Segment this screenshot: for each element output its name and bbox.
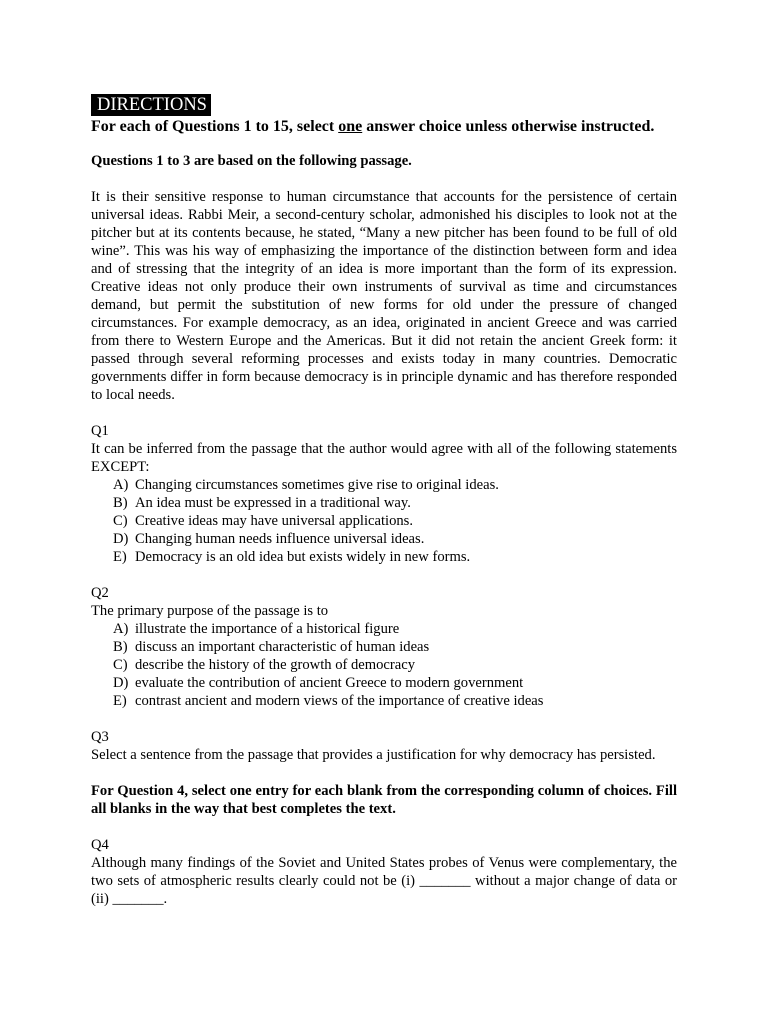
choice-text: discuss an important characteristic of human ideas [135, 639, 430, 655]
choice-text: Changing human needs influence universal ideas. [135, 531, 425, 547]
answer-choice-e[interactable] [91, 692, 677, 710]
question-label: Q1 [91, 423, 109, 439]
question-4-instructions: For Question 4, select one entry for each blank from the corresponding column of choices. Fill all blanks in the way that best completes the text. [91, 783, 677, 817]
directions-header [91, 94, 677, 116]
answer-choices [91, 620, 677, 710]
question-stem: Select a sentence from the passage that provides a justification for why democracy has persisted. [91, 747, 656, 763]
answer-choice-a[interactable] [91, 620, 677, 638]
answer-choice-d[interactable] [91, 530, 677, 548]
question-label: Q4 [91, 837, 109, 853]
choice-letter: A) [113, 621, 129, 637]
choice-letter: E) [113, 693, 127, 709]
question-stem: The primary purpose of the passage is to [91, 603, 329, 619]
instructions-text-post: answer choice unless otherwise instructed. [362, 118, 655, 135]
choice-text: illustrate the importance of a historical figure [135, 621, 400, 637]
answer-choice-e[interactable] [91, 548, 677, 566]
choice-letter: C) [113, 657, 128, 673]
choice-letter: A) [113, 477, 129, 493]
question-label: Q3 [91, 729, 109, 745]
answer-choice-c[interactable] [91, 656, 677, 674]
choice-text: An idea must be expressed in a traditional way. [135, 495, 411, 511]
answer-choice-d[interactable] [91, 674, 677, 692]
question-stem: It can be inferred from the passage that the author would agree with all of the following statements EXCEPT: [91, 441, 677, 475]
choice-text: evaluate the contribution of ancient Greece to modern government [135, 675, 524, 691]
choice-letter: E) [113, 549, 127, 565]
choice-letter: B) [113, 495, 128, 511]
choice-letter: D) [113, 675, 129, 691]
instructions-emphasis: one [338, 118, 363, 135]
instructions-text-pre: For each of Questions 1 to 15, select [91, 118, 339, 135]
choice-letter: D) [113, 531, 129, 547]
answer-choice-a[interactable] [91, 476, 677, 494]
choice-text: Changing circumstances sometimes give rise to original ideas. [135, 477, 499, 493]
question-3 [91, 728, 677, 764]
answer-choice-c[interactable] [91, 512, 677, 530]
choice-text: Democracy is an old idea but exists widely in new forms. [135, 549, 471, 565]
document-content [91, 94, 677, 908]
choice-text: Creative ideas may have universal applications. [135, 513, 413, 529]
general-instructions [91, 117, 677, 137]
choice-text: describe the history of the growth of democracy [135, 657, 416, 673]
choice-letter: B) [113, 639, 128, 655]
reading-passage: It is their sensitive response to human circumstance that accounts for the persistence of certain universal ideas. Rabbi Meir, a second-century scholar, admonished his disciples to look not at the pitcher but at its contents because, he stated, “Many a new pitcher has been found to be full of old wine”. This was his way of emphasizing the importance of the distinction between form and idea and of stressing that the integrity of an idea is more important than the form of its expression. Creative ideas not only produce their own instruments of survival as time and circumstances demand, but permit the substitution of new forms for old under the pressure of changed circumstances. For example democracy, as an idea, originated in ancient Greece and was carried from there to Western Europe and the Americas. But it did not retain the ancient Greek form: it passed through several reforming processes and exists today in many countries. Democratic governments differ in form because democracy is in principle dynamic and has therefore responded to local needs. [91, 189, 677, 403]
question-1 [91, 422, 677, 566]
choice-letter: C) [113, 513, 128, 529]
choice-text: contrast ancient and modern views of the importance of creative ideas [135, 693, 544, 709]
question-2 [91, 584, 677, 710]
question-stem: Although many findings of the Soviet and United States probes of Venus were complementary, the two sets of atmospheric results clearly could not be (i) _______ without a major change of data or (ii) _______. [91, 855, 677, 907]
answer-choice-b[interactable] [91, 638, 677, 656]
answer-choices [91, 476, 677, 566]
question-label: Q2 [91, 585, 109, 601]
passage-intro: Questions 1 to 3 are based on the following passage. [91, 153, 412, 169]
answer-choice-b[interactable] [91, 494, 677, 512]
directions-label: DIRECTIONS [91, 94, 211, 116]
question-4 [91, 836, 677, 908]
